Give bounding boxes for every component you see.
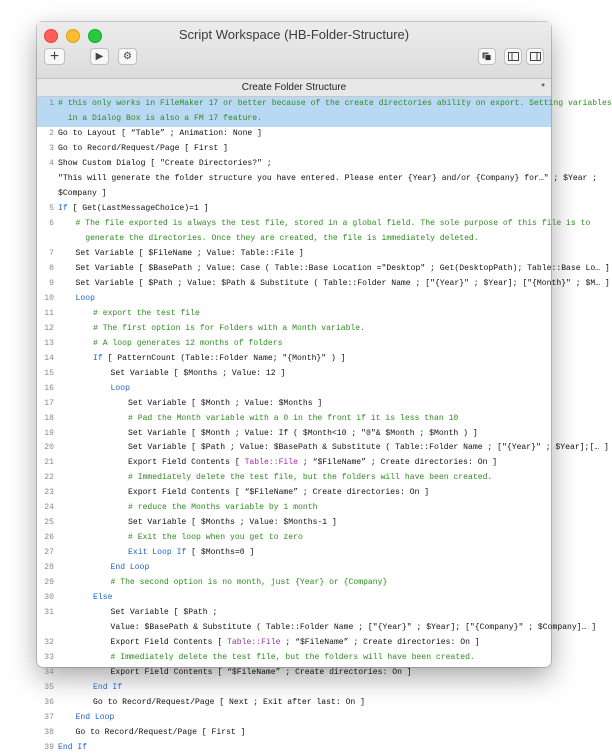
script-step	[58, 218, 590, 231]
script-step	[58, 398, 551, 411]
script-step	[58, 158, 551, 171]
line-number: 32	[44, 638, 54, 648]
debug-script-button[interactable]	[118, 48, 137, 65]
line-number: 2	[49, 129, 54, 139]
script-step	[58, 442, 609, 455]
new-script-button[interactable]: +	[44, 48, 65, 65]
control-keyword: Loop	[110, 383, 130, 393]
comment-text: # export the test file	[93, 308, 200, 318]
script-line[interactable]	[37, 456, 551, 471]
sidebar-right-icon	[530, 52, 541, 61]
step-text: "This will generate the folder structure you have entered. Please enter {Year} and/or {Company} for…" ; $Year ;	[58, 174, 598, 184]
script-line[interactable]	[37, 681, 551, 696]
script-line[interactable]	[37, 531, 551, 546]
script-line[interactable]	[37, 711, 551, 726]
script-step	[58, 353, 551, 366]
script-line[interactable]	[37, 516, 551, 531]
script-step	[58, 98, 612, 111]
script-line[interactable]	[37, 486, 551, 501]
script-step	[58, 487, 551, 500]
step-parameters: [ Get(LastMessageChoice)=1 ]	[67, 203, 209, 213]
script-line[interactable]	[37, 292, 551, 307]
step-text: Set Variable [ $Month ; Value: If ( $Month<10 ; "0"& $Month ; $Month ) ]	[128, 428, 478, 438]
control-keyword: If	[93, 353, 103, 363]
script-step	[58, 727, 551, 740]
script-step	[58, 143, 551, 156]
comment-text: generate the directories. Once they are created, the file is immediately deleted.	[75, 233, 479, 243]
toggle-left-pane-button[interactable]	[504, 48, 522, 65]
line-number: 21	[44, 458, 54, 468]
script-line[interactable]	[37, 351, 551, 366]
comment-text: # Pad the Month variable with a 0 in the front if it is less than 10	[128, 413, 459, 423]
line-number: 23	[44, 488, 54, 498]
script-line[interactable]	[37, 396, 551, 411]
comment-text: # reduce the Months variable by 1 month	[128, 503, 318, 513]
script-step	[58, 248, 551, 261]
control-keyword: End Loop	[75, 712, 115, 722]
line-number: 34	[44, 668, 54, 677]
script-line[interactable]	[37, 696, 551, 711]
script-step	[58, 203, 551, 216]
line-number	[37, 113, 58, 126]
line-number	[37, 622, 58, 635]
script-step	[58, 547, 551, 560]
step-parameters: [ $Months=0 ]	[186, 548, 255, 558]
modified-indicator: *	[541, 82, 545, 93]
step-text: Set Variable [ $Months ; Value: 12 ]	[110, 368, 286, 378]
script-line[interactable]	[37, 187, 551, 202]
line-number: 18	[44, 413, 54, 423]
step-text: Set Variable [ $Path ;	[110, 608, 218, 618]
script-step	[58, 532, 551, 545]
line-number: 6	[49, 218, 54, 228]
script-line[interactable]	[37, 277, 610, 292]
script-step	[58, 323, 551, 336]
script-line[interactable]	[37, 112, 551, 127]
script-line[interactable]	[37, 501, 551, 516]
script-step	[58, 667, 551, 680]
comment-text: # Exit the loop when you get to zero	[128, 533, 303, 543]
script-step	[58, 682, 551, 695]
script-line[interactable]	[37, 621, 597, 636]
line-number: 28	[44, 563, 54, 573]
line-number: 3	[49, 144, 54, 154]
line-number: 16	[44, 383, 54, 393]
line-number: 31	[44, 608, 54, 618]
line-number: 33	[44, 653, 54, 663]
play-icon: ▶	[95, 51, 104, 62]
show-steps-button[interactable]	[478, 48, 496, 65]
control-keyword: If	[58, 203, 68, 213]
bug-icon: ⚙	[123, 51, 132, 62]
script-step	[58, 607, 551, 620]
script-line[interactable]	[37, 217, 591, 232]
script-line[interactable]	[37, 426, 551, 441]
script-line[interactable]	[37, 606, 551, 621]
script-step	[58, 368, 551, 381]
line-number: 37	[44, 712, 54, 722]
line-number: 39	[44, 742, 54, 752]
line-number: 36	[44, 697, 54, 707]
script-step	[58, 652, 551, 665]
window-title: Script Workspace (HB-Folder-Structure)	[178, 27, 410, 42]
script-line[interactable]	[37, 322, 551, 337]
script-editor[interactable]	[37, 97, 612, 756]
script-step	[58, 502, 551, 515]
line-number: 19	[44, 428, 54, 438]
line-number: 15	[44, 368, 54, 378]
comment-text: # The first option is for Folders with a Month variable.	[93, 323, 365, 333]
step-text: Go to Record/Request/Page [ Next ; Exit after last: On ]	[93, 697, 365, 707]
step-text: Go to Record/Request/Page [ First ]	[58, 144, 228, 154]
script-line[interactable]	[37, 546, 551, 561]
line-number: 17	[44, 398, 54, 408]
script-line[interactable]	[37, 262, 610, 277]
step-text: ; “$FileName” ; Create directories: On ]	[298, 458, 498, 468]
comment-text: # Immediately delete the test file, but the folders will have been created.	[110, 653, 475, 663]
tab-title: Create Folder Structure	[241, 82, 347, 93]
step-text: Set Variable [ $FileName ; Value: Table::File ]	[75, 248, 304, 258]
comment-text: # this only works in FileMaker 17 or better because of the create directories ability on export. Setting variables	[58, 99, 612, 109]
script-step	[58, 413, 551, 426]
line-number: 20	[44, 443, 54, 453]
script-line[interactable]	[37, 232, 551, 247]
line-number: 11	[44, 308, 54, 318]
script-step	[58, 233, 551, 246]
line-number: 8	[49, 263, 54, 273]
script-line[interactable]	[37, 337, 551, 352]
script-line[interactable]	[37, 127, 551, 142]
comment-text: # A loop generates 12 months of folders	[93, 338, 283, 348]
comment-text: # The file exported is always the test file, stored in a global field. The sole purpose of this file is to	[75, 218, 591, 228]
script-step	[58, 113, 551, 126]
script-line[interactable]	[37, 441, 609, 456]
line-number: 35	[44, 682, 54, 692]
field-reference: Table::File	[227, 638, 281, 648]
script-step	[58, 338, 551, 351]
script-step	[58, 383, 551, 396]
title-bar	[37, 22, 551, 79]
line-number: 26	[44, 533, 54, 543]
line-number: 9	[49, 278, 54, 288]
script-line[interactable]	[37, 307, 551, 322]
script-workspace-window	[37, 22, 612, 752]
script-line[interactable]	[37, 561, 551, 576]
line-number: 10	[44, 293, 54, 303]
script-step	[58, 128, 551, 141]
script-step	[58, 263, 610, 276]
script-line[interactable]	[37, 172, 598, 187]
script-step	[58, 712, 551, 725]
step-parameters: [ PatternCount (Table::Folder Name; "{Month}" ) ]	[102, 353, 346, 363]
line-number: 24	[44, 503, 54, 513]
step-text: $Company ]	[58, 189, 107, 198]
script-step	[58, 697, 551, 710]
stack-icon	[482, 52, 492, 61]
script-step	[58, 517, 551, 530]
step-text: Show Custom Dialog [ "Create Directories?" ;	[58, 159, 272, 169]
step-text: Set Variable [ $Months ; Value: $Months-1 ]	[128, 518, 337, 528]
control-keyword: Else	[93, 593, 113, 603]
script-step	[58, 457, 551, 470]
script-line[interactable]	[37, 142, 551, 157]
script-line[interactable]	[37, 366, 551, 381]
run-script-button[interactable]	[90, 48, 109, 65]
line-number: 38	[44, 727, 54, 737]
comment-text: # The second option is no month, just {Year} or {Company}	[110, 578, 388, 588]
script-line[interactable]	[37, 247, 551, 262]
line-number: 30	[44, 593, 54, 603]
control-keyword: End If	[93, 682, 123, 692]
control-keyword: End If	[58, 742, 88, 752]
tab-create-folder-structure[interactable]	[37, 79, 551, 97]
line-number: 27	[44, 548, 54, 558]
line-number	[37, 188, 58, 201]
line-number: 25	[44, 518, 54, 528]
script-line[interactable]	[37, 651, 551, 666]
line-number: 12	[44, 323, 54, 333]
script-step	[58, 592, 551, 605]
script-line[interactable]	[37, 471, 551, 486]
step-text: Export Field Contents [	[128, 458, 245, 468]
script-line[interactable]	[37, 666, 551, 681]
script-line[interactable]	[37, 636, 551, 651]
line-number: 22	[44, 473, 54, 483]
script-step	[58, 562, 551, 575]
script-line[interactable]	[37, 411, 551, 426]
script-line[interactable]	[37, 591, 551, 606]
control-keyword: Loop	[75, 293, 95, 303]
step-text: Go to Layout [ “Table” ; Animation: None ]	[58, 129, 262, 139]
step-text: Value: $BasePath & Substitute ( Table::Folder Name ; ["{Year}" ; $Year]; ["{Company}" ; $Company]… ]	[110, 623, 597, 633]
sidebar-left-icon	[508, 52, 519, 61]
script-step	[58, 188, 551, 201]
line-number: 13	[44, 338, 54, 348]
script-line[interactable]	[37, 741, 551, 756]
line-number: 7	[49, 248, 54, 258]
script-step	[58, 472, 551, 485]
field-reference: Table::File	[244, 458, 299, 468]
control-keyword: End Loop	[110, 563, 150, 573]
script-step	[58, 577, 551, 590]
script-step	[58, 622, 596, 635]
step-text: Set Variable [ $Path ; Value: $Path & Substitute ( Table::Folder Name ; ["{Year}" ; $Year]; ["{Month}" ; $M… ]	[75, 278, 610, 288]
step-text: Go to Record/Request/Page [ First ]	[75, 727, 246, 737]
toggle-right-pane-button[interactable]	[526, 48, 544, 65]
comment-text: # Immediately delete the test file, but the folders will have been created.	[128, 473, 493, 483]
script-step	[58, 742, 551, 755]
step-text: Set Variable [ $Month ; Value: $Months ]	[128, 398, 323, 408]
comment-text: in a Dialog Box is also a FM 17 feature.	[58, 114, 262, 124]
step-text: Export Field Contents [	[110, 638, 228, 648]
line-number	[37, 173, 58, 186]
script-line[interactable]	[37, 576, 551, 591]
step-text: Set Variable [ $Path ; Value: $BasePath & Substitute ( Table::Folder Name ; ["{Year}" ; $Year];[… ]	[128, 443, 609, 453]
line-number: 14	[44, 353, 54, 363]
script-line[interactable]	[37, 202, 551, 217]
script-step	[58, 278, 610, 291]
script-step	[58, 293, 551, 306]
line-number	[37, 233, 58, 246]
step-text: Export Field Contents [ “$FileName” ; Create directories: On ]	[128, 488, 430, 498]
script-line[interactable]	[37, 97, 612, 112]
line-number: 29	[44, 578, 54, 588]
script-step	[58, 308, 551, 321]
script-line[interactable]	[37, 726, 551, 741]
script-line[interactable]	[37, 381, 551, 396]
script-step	[58, 428, 551, 441]
step-text: Export Field Contents [ “$FileName” ; Create directories: On ]	[110, 668, 412, 677]
line-number: 4	[49, 159, 54, 169]
control-keyword: Exit Loop If	[128, 548, 187, 558]
script-step	[58, 637, 551, 650]
line-number: 1	[49, 99, 54, 109]
line-number: 5	[49, 203, 54, 213]
script-line[interactable]	[37, 157, 551, 172]
step-text: ; “$FileName” ; Create directories: On ]	[280, 638, 480, 648]
step-text: Set Variable [ $BasePath ; Value: Case ( Table::Base Location ="Desktop" ; Get(DesktopPath); Table::Base Lo… ]	[75, 263, 610, 273]
script-step	[58, 173, 597, 186]
